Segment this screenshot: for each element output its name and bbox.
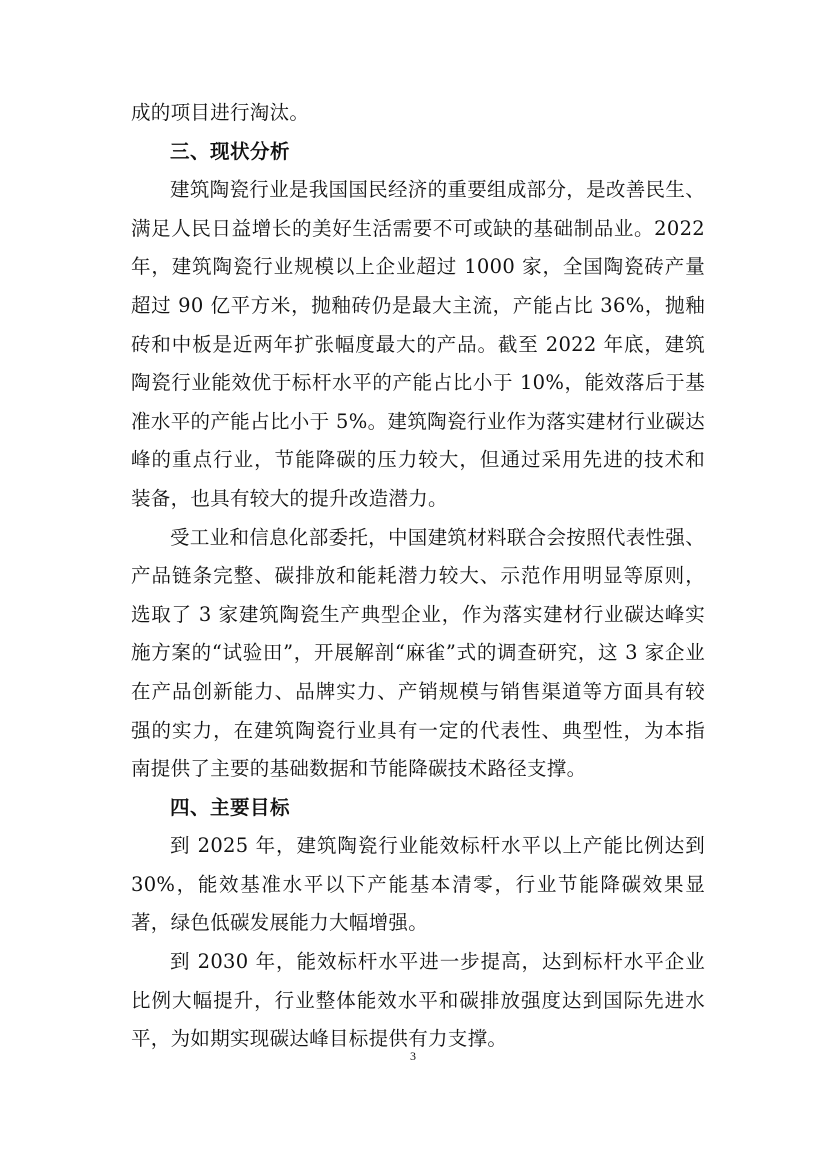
paragraph-industry-overview: 建筑陶瓷行业是我国国民经济的重要组成部分，是改善民生、满足人民日益增长的美好生活需要不可或缺的基础制品业。2022 年，建筑陶瓷行业规模以上企业超过 1000 家，全国陶瓷砖产量超过 90 亿平方米，抛釉砖仍是最大主流，产能占比 36%，抛釉砖和中板是近两年扩张幅度最大的产品。截至 2022 年底，建筑陶瓷行业能效优于标杆水平的产能占比小于 10%，能效落后于基准水平的产能占比小于 5%。建筑陶瓷行业作为落实建材行业碳达峰的重点行业，节能降碳的压力较大，但通过采用先进的技术和装备，也具有较大的提升改造潜力。: [131, 178, 705, 510]
section-heading-main-targets: 四、主要目标: [170, 795, 291, 819]
page-number: 3: [410, 1049, 416, 1063]
document-body: [131, 94, 705, 1059]
section-heading-status-analysis: 三、现状分析: [170, 139, 291, 163]
paragraph-target-2030: 到 2030 年，能效标杆水平进一步提高，达到标杆水平企业比例大幅提升，行业整体能效水平和碳排放强度达到国际先进水平，为如期实现碳达峰目标提供有力支撑。: [131, 950, 705, 1051]
paragraph-continuation: 成的项目进行淘汰。: [131, 101, 310, 124]
paragraph-research-basis: 受工业和信息化部委托，中国建筑材料联合会按照代表性强、产品链条完整、碳排放和能耗潜力较大、示范作用明显等原则，选取了 3 家建筑陶瓷生产典型企业，作为落实建材行业碳达峰实施方案的“试验田”，开展解剖“麻雀”式的调查研究，这 3 家企业在产品创新能力、品牌实力、产销规模与销售渠道等方面具有较强的实力，在建筑陶瓷行业具有一定的代表性、典型性，为本指南提供了主要的基础数据和节能降碳技术路径支撑。: [131, 525, 705, 781]
paragraph-target-2025: 到 2025 年，建筑陶瓷行业能效标杆水平以上产能比例达到 30%，能效基准水平以下产能基本清零，行业节能降碳效果显著，绿色低碳发展能力大幅增强。: [131, 834, 705, 935]
